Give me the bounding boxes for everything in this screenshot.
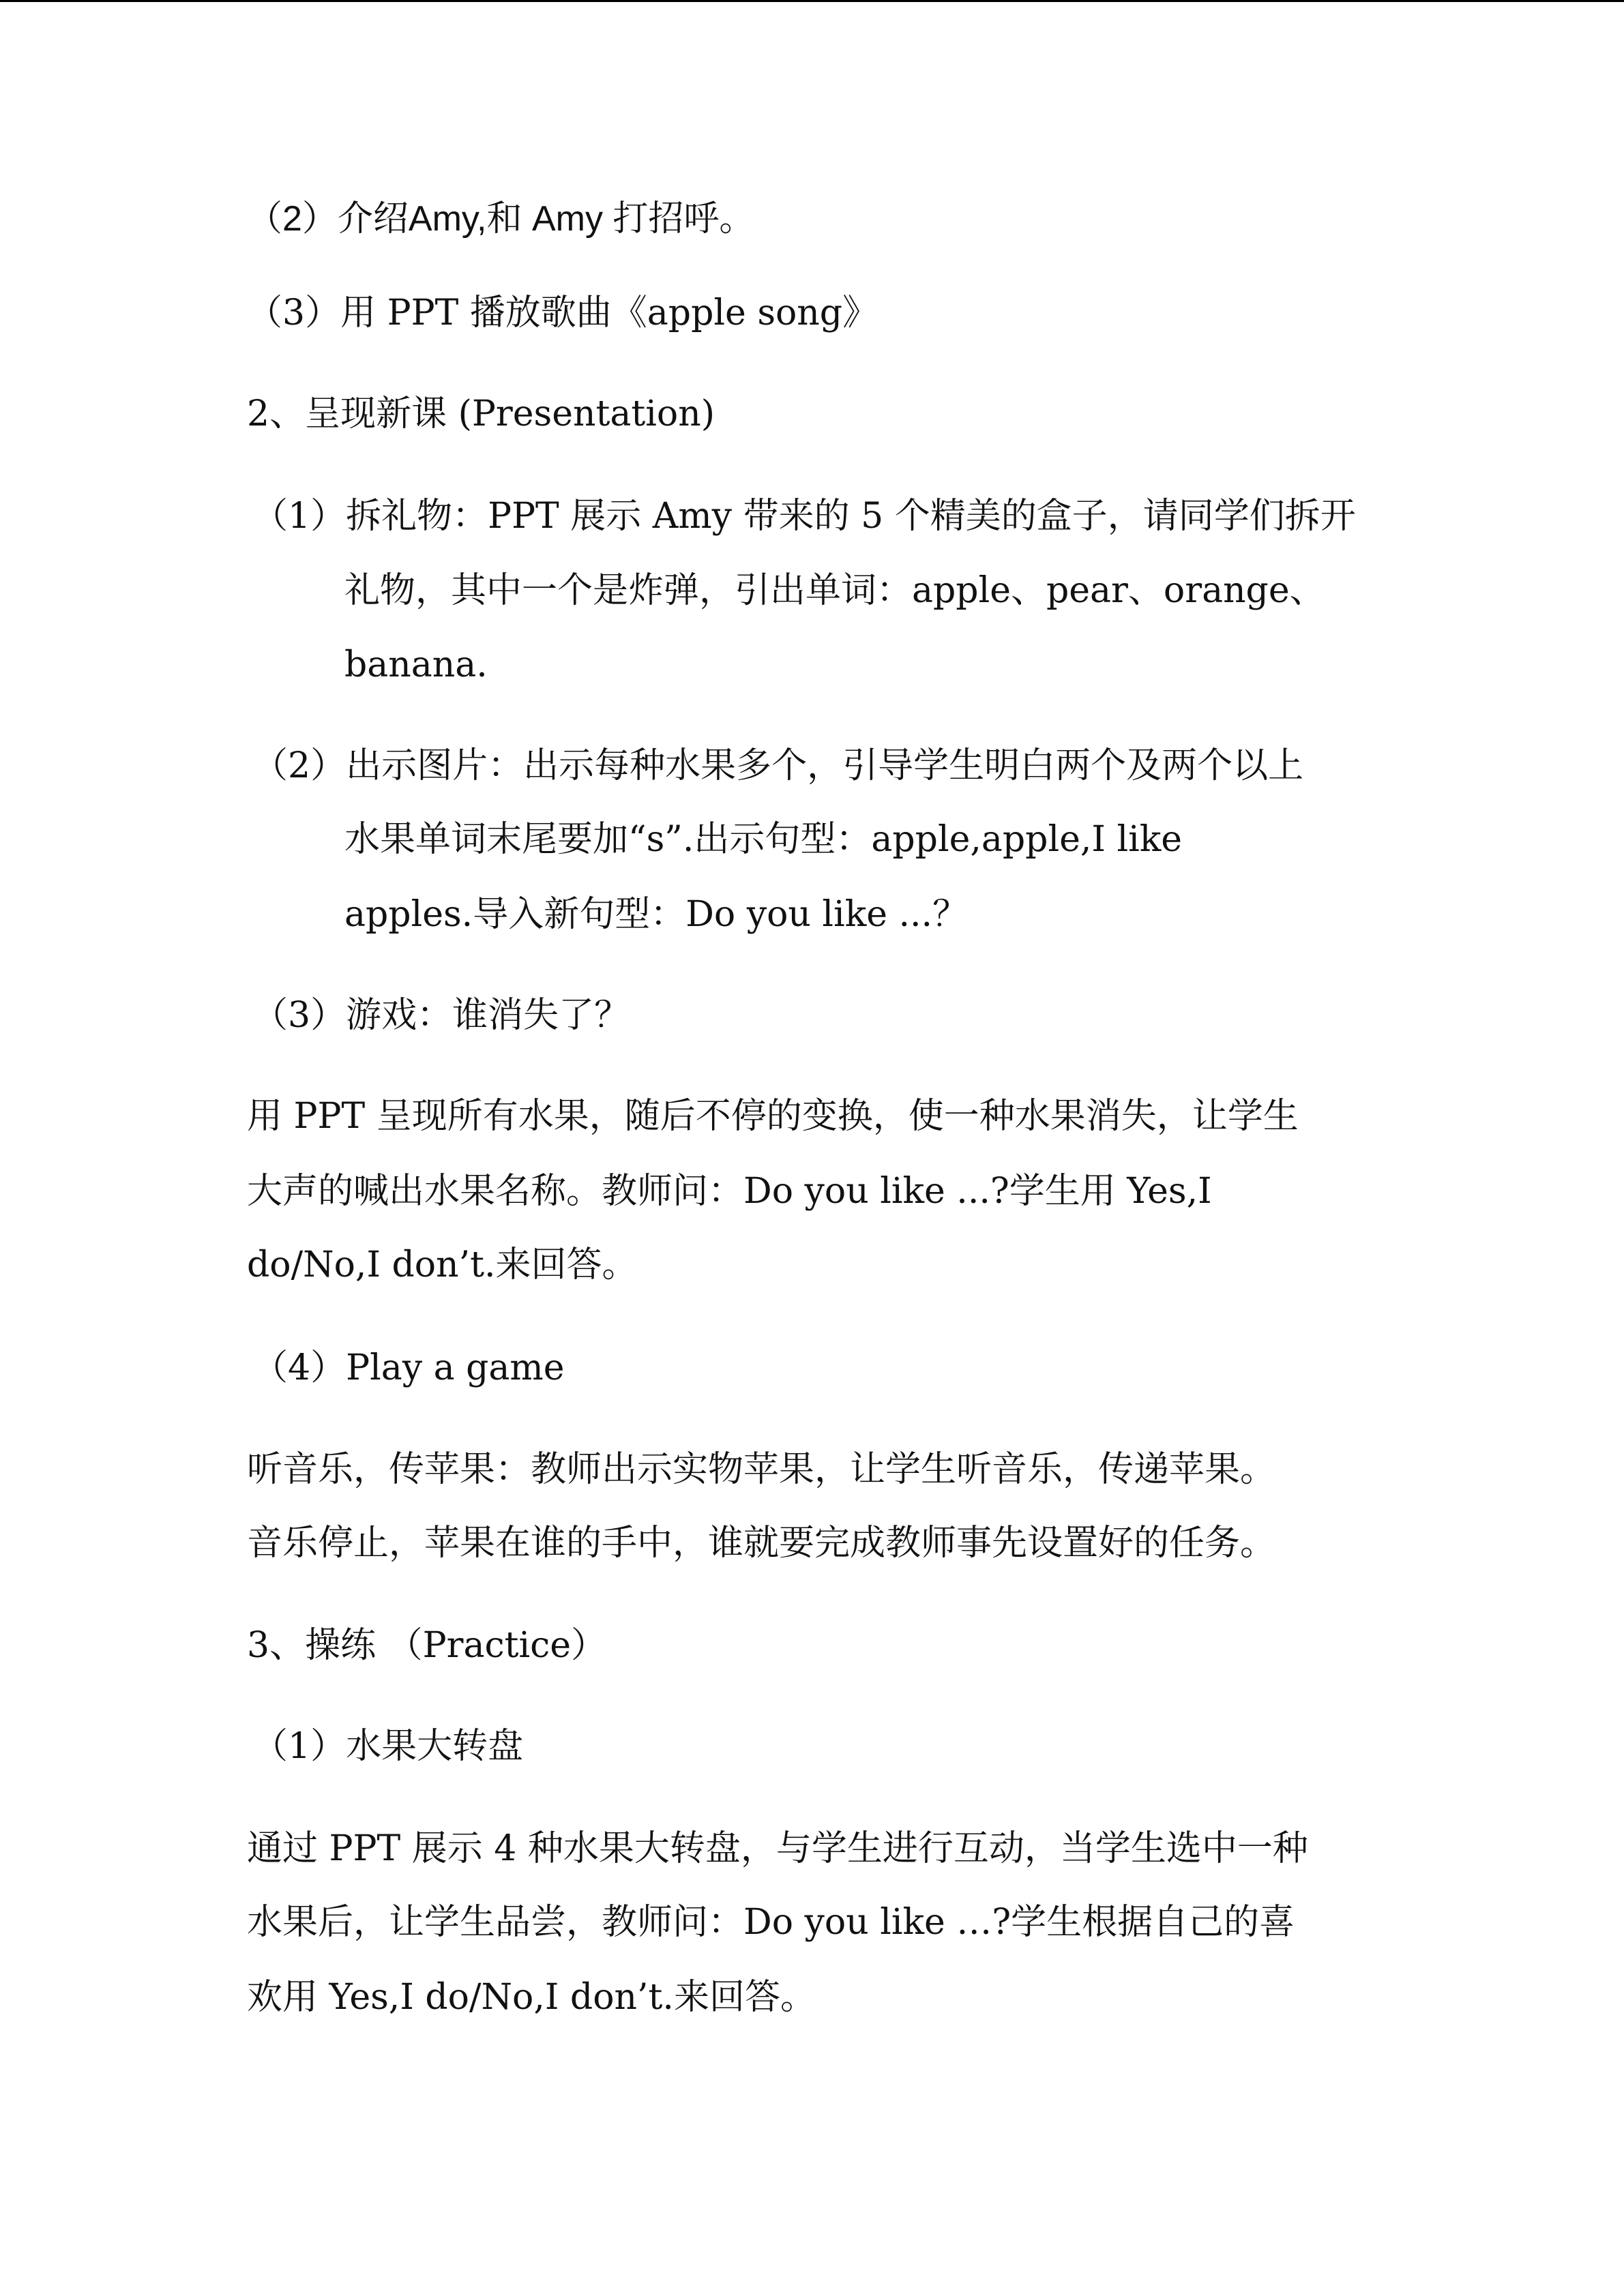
- text-line: （2）介绍Amy,和 Amy 打招呼。: [247, 199, 755, 239]
- text-line: 水果单词末尾要加“s”.出示句型：apple,apple,I like: [344, 819, 1183, 860]
- text-line: （3）用 PPT 播放歌曲《apple song》: [247, 293, 879, 333]
- page-top-border: [0, 0, 1624, 2]
- text-line: banana.: [344, 644, 488, 685]
- text-line: （4）Play a game: [252, 1347, 565, 1388]
- text-line: 通过 PPT 展示 4 种水果大转盘，与学生进行互动，当学生选中一种: [247, 1828, 1308, 1869]
- text-line: （3）游戏：谁消失了？: [252, 995, 630, 1036]
- text-line: 用 PPT 呈现所有水果，随后不停的变换，使一种水果消失，让学生: [247, 1096, 1299, 1137]
- text-line: do/No,I don’t.来回答。: [247, 1244, 638, 1285]
- text-line: （2）出示图片：出示每种水果多个，引导学生明白两个及两个以上: [252, 745, 1304, 786]
- text-line: apples.导入新句型：Do you like ...？: [344, 894, 969, 935]
- text-line: 音乐停止，苹果在谁的手中，谁就要完成教师事先设置好的任务。: [247, 1523, 1276, 1564]
- text-line: 欢用 Yes,I do/No,I don’t.来回答。: [247, 1977, 816, 2018]
- text-line: 大声的喊出水果名称。教师问：Do you like ...?学生用 Yes,I: [247, 1171, 1212, 1212]
- section-heading: 2、呈现新课 (Presentation): [247, 393, 715, 434]
- text-line: 水果后，让学生品尝，教师问：Do you like …?学生根据自己的喜: [247, 1902, 1295, 1943]
- section-heading: 3、操练 （Practice）: [247, 1625, 607, 1666]
- text-line: 礼物，其中一个是炸弹，引出单词：apple、pear、orange、: [344, 570, 1325, 611]
- text-line: （1）水果大转盘: [252, 1726, 524, 1767]
- text-line: 听音乐，传苹果：教师出示实物苹果，让学生听音乐，传递苹果。: [247, 1449, 1276, 1490]
- text-line: （1）拆礼物：PPT 展示 Amy 带来的 5 个精美的盒子，请同学们拆开: [252, 496, 1356, 537]
